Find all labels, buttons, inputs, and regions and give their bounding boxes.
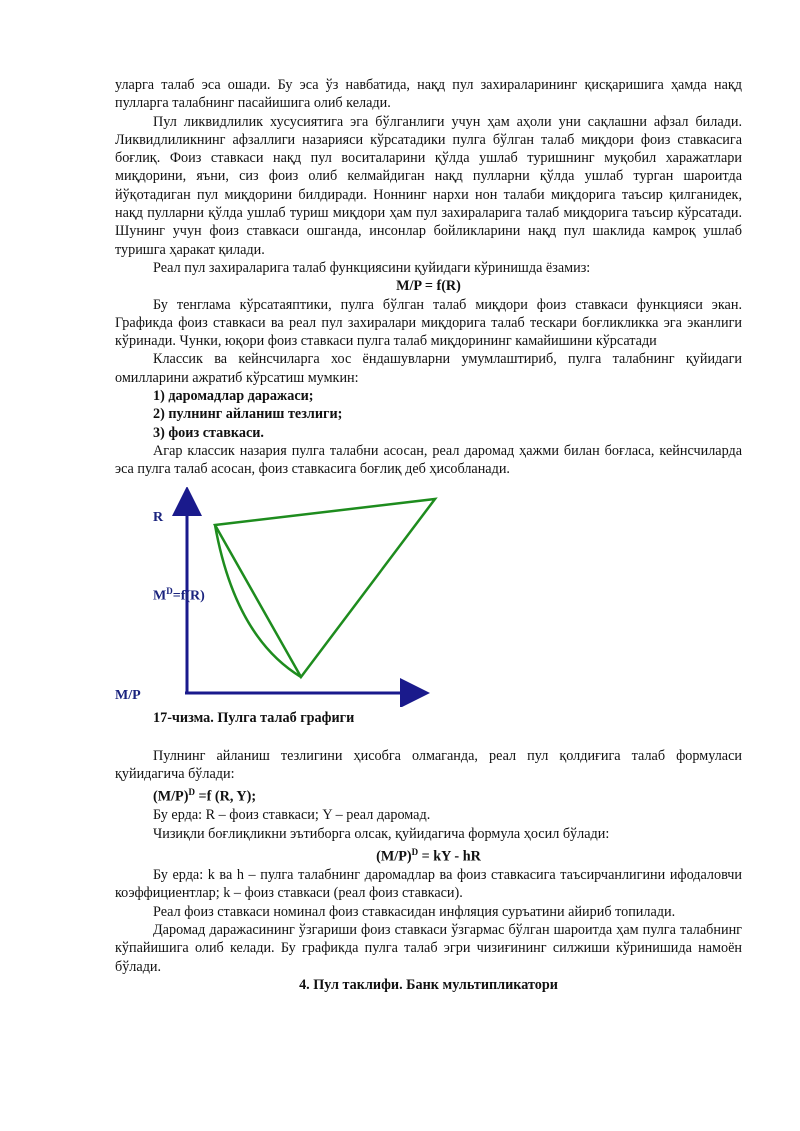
paragraph-8: Бу ерда: R – фоиз ставкаси; Y – реал даромад. [153, 807, 431, 824]
demand-triangle [215, 499, 435, 677]
formula-demand: M/P = f(R) [396, 278, 461, 295]
chart-svg [115, 487, 742, 707]
x-axis-label: M/P [115, 687, 141, 703]
list-item: 2) пулнинг айланиш тезлиги; [153, 406, 343, 423]
paragraph-5: Классик ва кейнсчиларга хос ёндашувларни умумлаштириб, пулга талабнинг қуйидаги омилларини ажратиб кўрсатиш мумкин: [115, 351, 742, 386]
document-page [115, 76, 742, 994]
curve-label: $M^D=f(R)$ [153, 585, 205, 604]
paragraph-4: Бу тенглама кўрсатаяптики, пулга бўлган талаб миқдори фоиз ставкаси функцияси экан. Графикда фоиз ставкаси ва реал пул захиралари миқдорига талаб тескари боғликликка эга эканлиги кўринади. Чунки, юқори фоиз ставкаси пулга талаб миқдорининг камайишини кўрсатади [115, 296, 742, 350]
list-item: 3) фоиз ставкаси. [153, 424, 264, 441]
section-heading: 4. Пул таклифи. Банк мультипликатори [299, 976, 558, 993]
y-axis-label: R [153, 509, 164, 525]
paragraph-10: Бу ерда: k ва h – пулга талабнинг даромадлар ва фоиз ставкасига таъсирчанлигини ифодаловчи коэффициентлар; k – фоиз ставкаси (реал фоиз ставкаси). [115, 867, 742, 902]
paragraph-12: Даромад даражасининг ўзгариши фоиз ставкаси ўзгармас бўлган шароитда ҳам пулга талабнинг кўпайишига олиб келади. Бу графикда пулга талаб эгри чизиғининг силжиши кўринишида намоён бўлади. [115, 921, 742, 975]
paragraph-11: Реал фоиз ставкаси номинал фоиз ставкасидан инфляция суръатини айириб топилади. [153, 903, 676, 920]
money-demand-chart [115, 487, 742, 707]
figure-caption: 17-чизма. Пулга талаб графиги [153, 709, 355, 726]
paragraph-7: Пулнинг айланиш тезлигини ҳисобга олмаганда, реал пул қолдиғига талаб формуласи қуйидагича бўлади: [115, 747, 742, 783]
paragraph-6: Агар классик назария пулга талабни асосан, реал даромад ҳажми билан боғласа, кейнсчиларда эса пулга талаб асосан, фоиз ставкасига боғлиқ деб ҳисобланади. [115, 442, 742, 478]
paragraph-1: уларга талаб эса ошади. Бу эса ўз навбатида, нақд пул захираларининг қисқаришига ҳамда нақд пулларга талабнинг пасайишига олиб келади. [115, 77, 742, 112]
factors-list [115, 387, 742, 442]
paragraph-3: Реал пул захираларига талаб функциясини қуйидаги кўринишда ёзамиз: [153, 259, 591, 276]
paragraph-9: Чизиқли боғлиқликни эътиборга олсак, қуйидагича формула ҳосил бўлади: [153, 825, 610, 842]
formula-3: $(M/P)^D$ = kY - hR [376, 847, 481, 865]
formula-2: $(M/P)^D =f$ (R, Y); [153, 787, 257, 806]
paragraph-2: Пул ликвидлилик хусусиятига эга бўлганлиги учун ҳам аҳоли уни сақлашни афзал билади. Ликвидлиликнинг афзаллиги назарияси кўрсатадики пулга бўлган талаб миқдори фоиз ставкасига боғлиқ. Фоиз ставкаси нақд пул воситаларини қўлда ушлаб туришнинг муқобил харажатлари миқдорини, яъни, сиз фоиз олиб келмайдиган нақд пулларни қўлда ушлаб турган шароитда йўқотадиган пул миқдорини билдиради. Ноннинг нархи нон талаби миқдорига таъсир қилганидек, нақд пулларни қўлда ушлаб туриш миқдори ҳам пул захираларига талаб миқдорига таъсир кўрсатади. Шунинг учун фоиз ставкаси ошганда, инсонлар бойликларини нақд пул шаклида камроқ ушлаб туришга ҳаракат қилади. [115, 113, 742, 258]
list-item: 1) даромадлар даражаси; [153, 388, 314, 405]
